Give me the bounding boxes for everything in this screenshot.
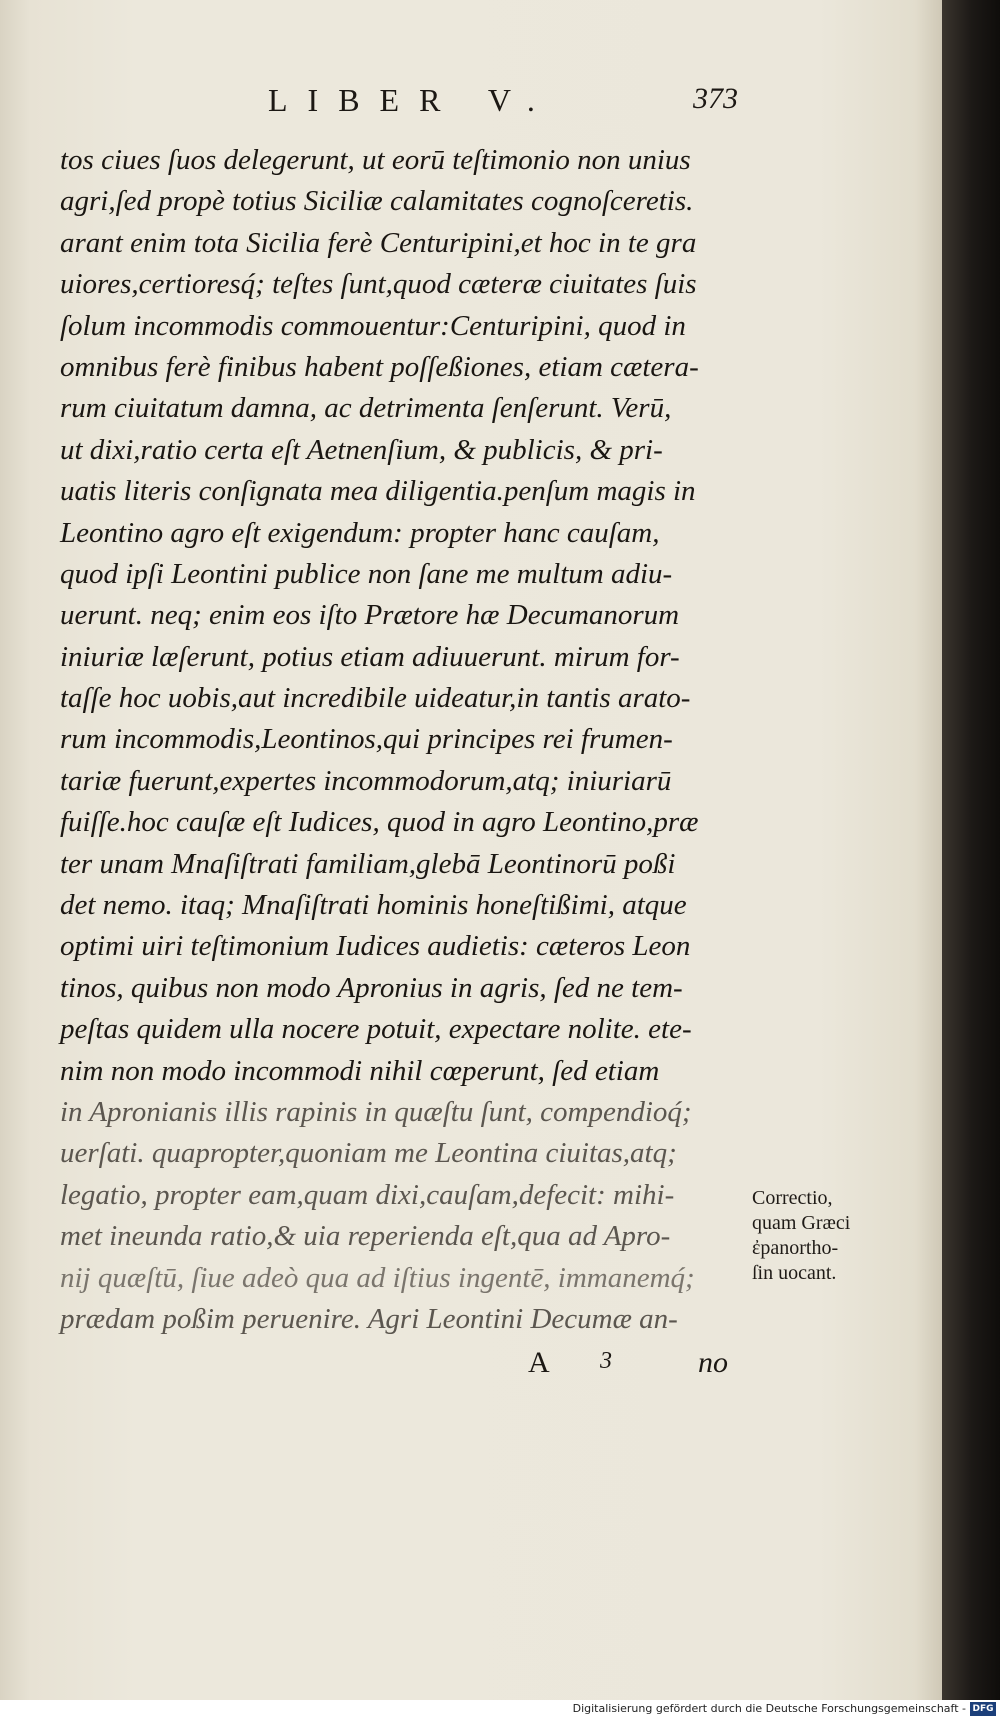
text-line: prædam poßim peruenire. Agri Leontini Decumæ an- (60, 1302, 678, 1335)
margin-note-line: ſin uocant. (752, 1262, 837, 1284)
text-line: ter unam Mnaſiſtrati familiam,glebā Leontinorū poßi (60, 847, 676, 880)
margin-note-line: quam Græci (752, 1212, 851, 1234)
signature-line (0, 1346, 942, 1382)
body-text (60, 140, 750, 1340)
text-line: uatis literis conſignata mea diligentia.penſum magis in (60, 475, 696, 508)
footer-bar (0, 1700, 1000, 1719)
text-line: rum ciuitatum damna, ac detrimenta ſenſerunt. Verū, (60, 392, 672, 425)
text-line: uerunt. neq; enim eos iſto Prætore hæ Decumanorum (60, 599, 680, 632)
text-line: arant enim tota Sicilia ferè Centuripini,et hoc in te gra (60, 226, 697, 259)
text-line: tinos, quibus non modo Apronius in agris, ſed ne tem- (60, 971, 683, 1004)
text-line: uerſati. quapropter,quoniam me Leontina ciuitas,atq; (60, 1137, 677, 1170)
text-line: met ineunda ratio,& uia reperienda eſt,qua ad Apro- (60, 1220, 671, 1253)
text-line: uiores,certioresq́; teſtes ſunt,quod cæteræ ciuitates ſuis (60, 268, 697, 301)
page-header (0, 82, 942, 122)
text-line: ſolum incommodis commouentur:Centuripini, quod in (60, 309, 686, 342)
margin-note-line: ἐpanortho- (752, 1237, 839, 1259)
dfg-logo-icon: DFG (970, 1702, 996, 1716)
signature-letter: A (528, 1346, 550, 1379)
text-line: nij quæſtū, ſiue adeò qua ad iſtius ingentē, immanemq́; (60, 1261, 695, 1294)
text-line: tariæ fuerunt,expertes incommodorum,atq; iniuriarū (60, 764, 672, 797)
page-number: 373 (693, 82, 738, 115)
text-line: rum incommodis,Leontinos,qui principes rei frumen- (60, 723, 673, 756)
text-line: det nemo. itaq; Mnaſiſtrati hominis honeſtißimi, atque (60, 889, 687, 922)
text-line: omnibus ferè finibus habent poſſeßiones, etiam cætera- (60, 350, 699, 383)
book-gutter-edge (942, 0, 1000, 1700)
text-line: iniuriæ læſerunt, potius etiam adiuuerunt. mirum for- (60, 640, 680, 673)
text-line: fuiſſe.hoc cauſæ eſt Iudices, quod in agro Leontino,præ (60, 806, 699, 839)
text-line: tos ciues ſuos delegerunt, ut eorū teſtimonio non unius (60, 144, 691, 176)
running-head: LIBER V. (268, 82, 555, 118)
text-line: optimi uiri teſtimonium Iudices audietis: cæteros Leon (60, 930, 691, 963)
text-line: nim non modo incommodi nihil cœperunt, ſed etiam (60, 1054, 660, 1087)
text-line: ut dixi,ratio certa eſt Aetnenſium, & publicis, & pri- (60, 433, 663, 466)
text-line: quod ipſi Leontini publice non ſane me multum adiu- (60, 557, 673, 590)
text-line: taſſe hoc uobis,aut incredibile uideatur,in tantis arato- (60, 682, 691, 715)
text-line: Leontino agro eſt exigendum: propter hanc cauſam, (60, 516, 660, 549)
text-line: legatio, propter eam,quam dixi,cauſam,defecit: mihi- (60, 1178, 675, 1211)
signature-number: 3 (600, 1348, 612, 1374)
text-line: agri,ſed propè totius Siciliæ calamitates cognoſceretis. (60, 185, 694, 218)
text-line: in Apronianis illis rapinis in quæſtu ſunt, compendioq́; (60, 1095, 692, 1128)
margin-note-line: Correctio, (752, 1187, 833, 1209)
catchword: no (698, 1346, 728, 1379)
footer-credit: Digitalisierung gefördert durch die Deutsche Forschungsgemeinschaft - (572, 1702, 966, 1715)
margin-note (752, 1186, 902, 1286)
text-line: peſtas quidem ulla nocere potuit, expectare nolite. ete- (60, 1013, 692, 1046)
